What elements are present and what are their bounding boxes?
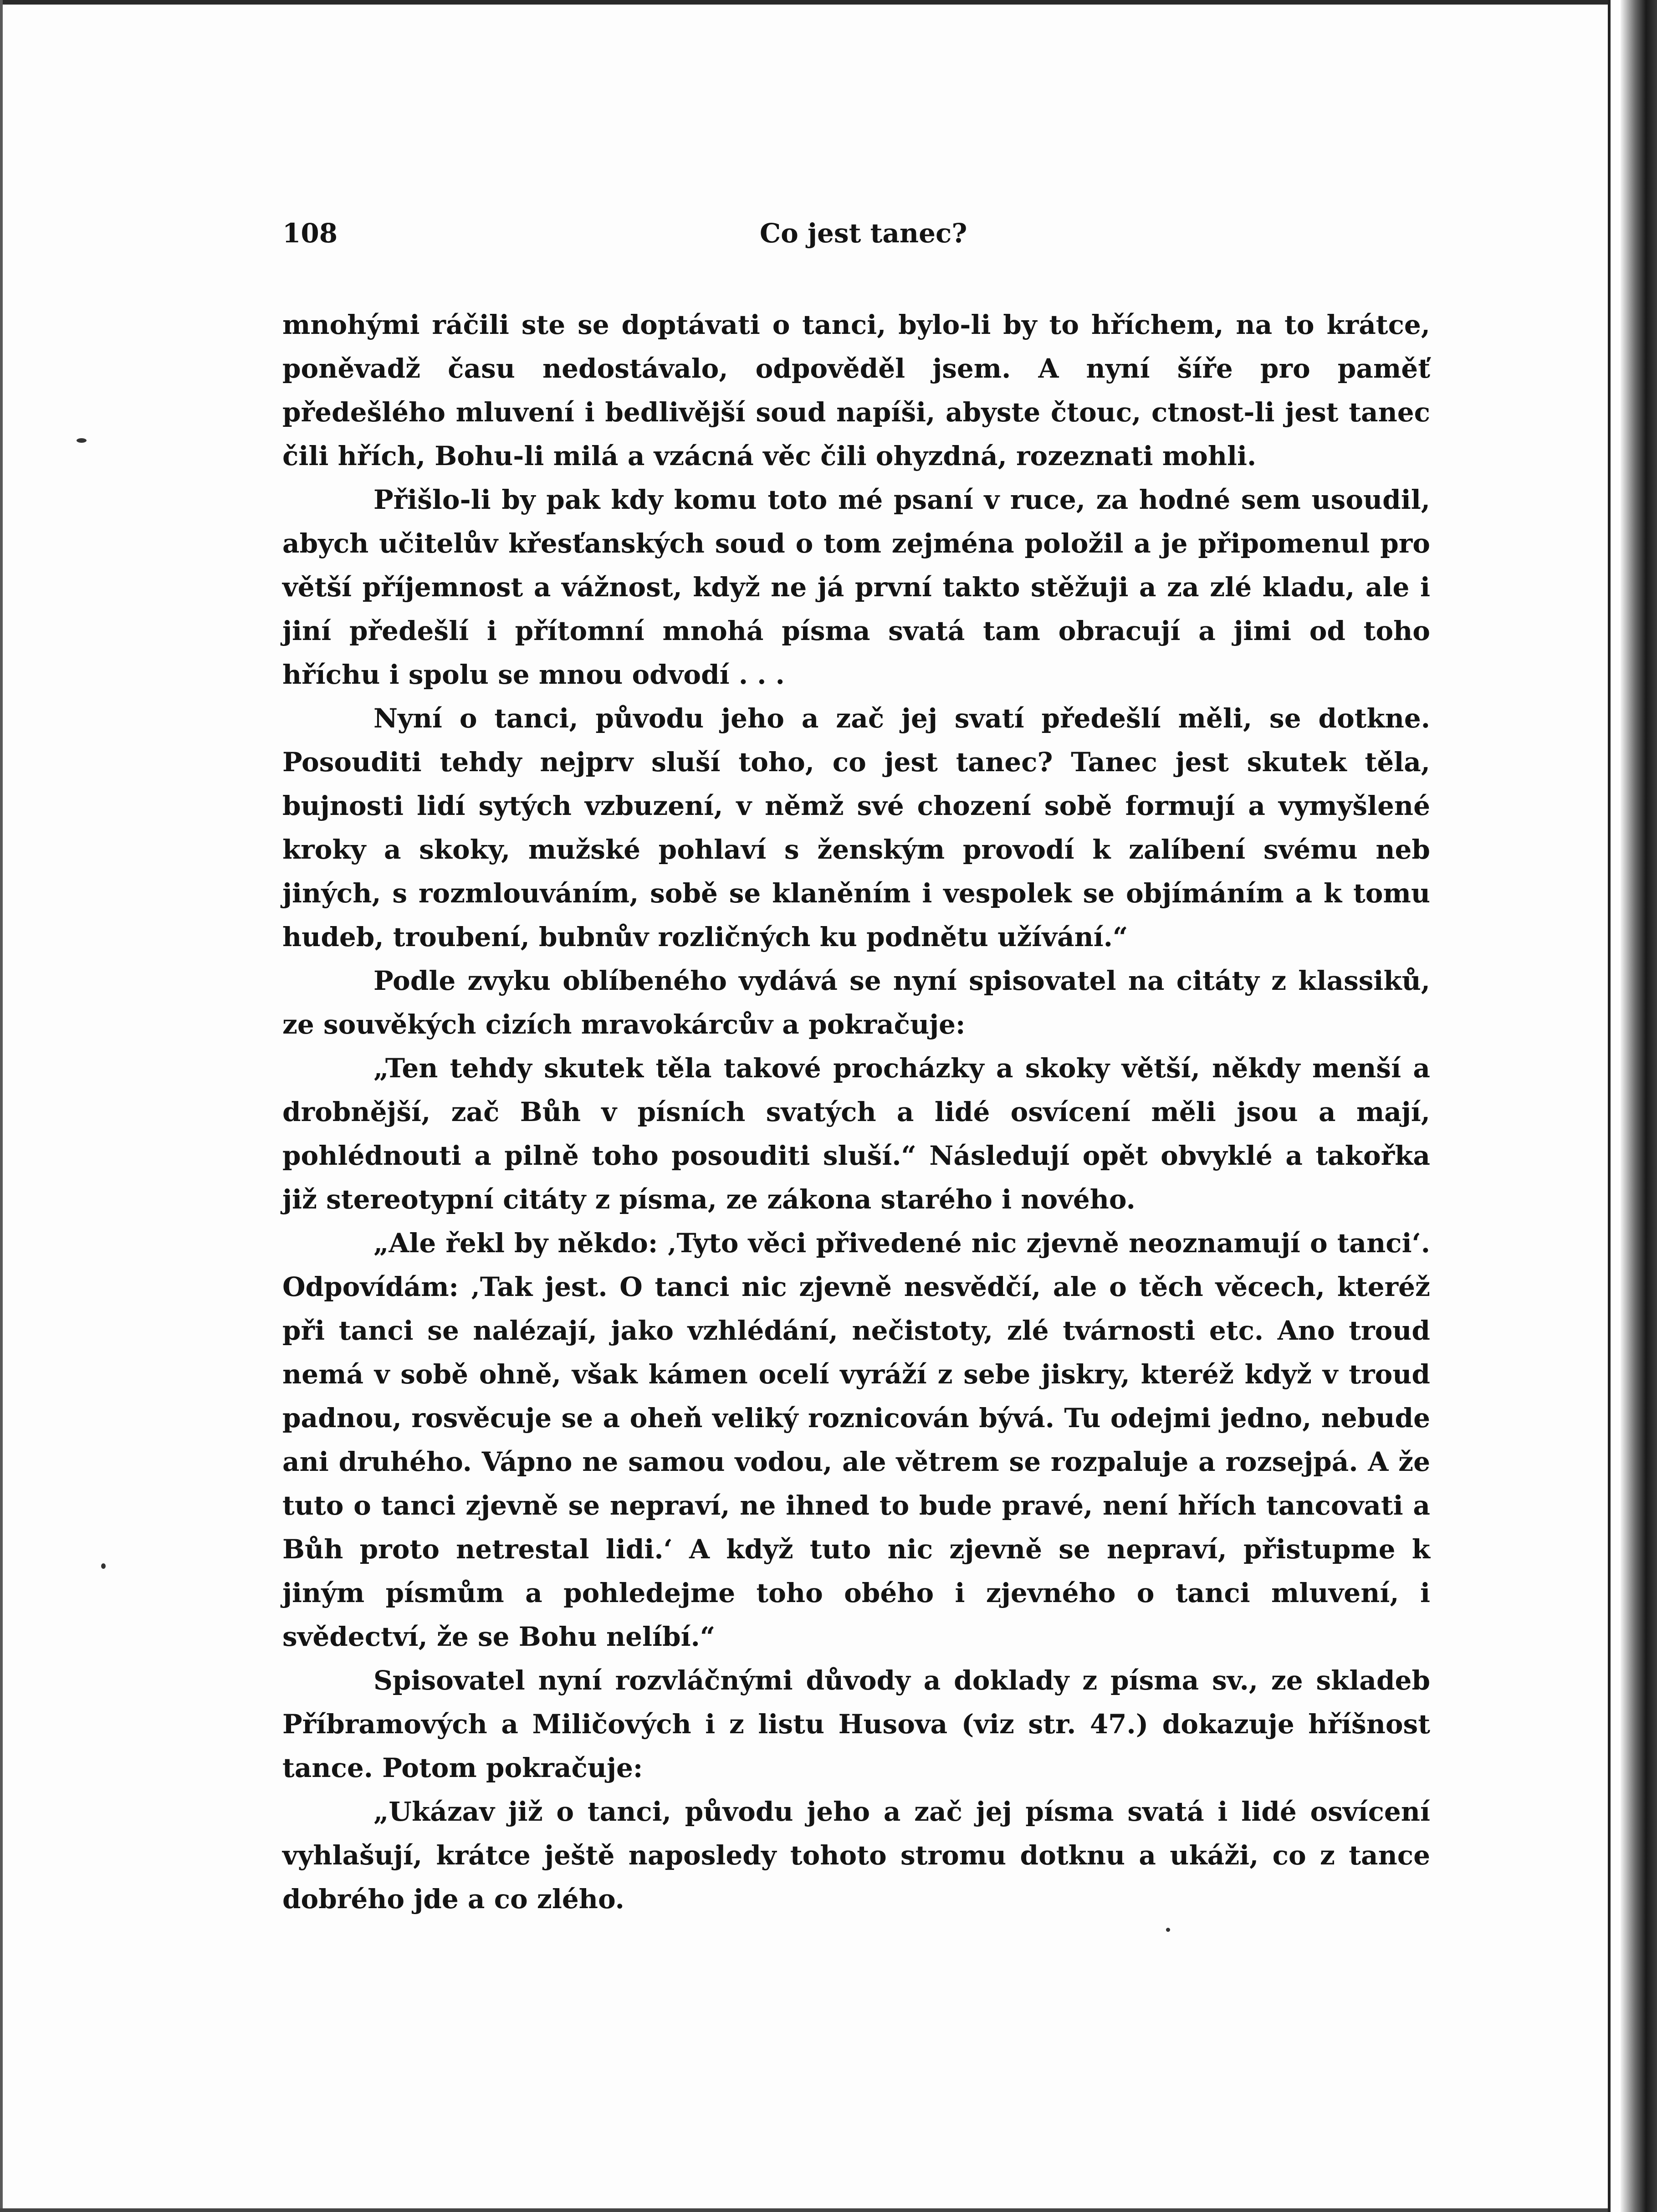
scan-left-border: [0, 0, 3, 2212]
ink-speck: [101, 1563, 106, 1569]
running-title: Co jest tanec?: [760, 218, 967, 249]
paragraph: Podle zvyku oblíbeného vydává se nyní spisovatel na citáty z klassiků, ze souvěkých cizích mravokárcův a pokračuje:: [282, 965, 1430, 1040]
body-text: [282, 303, 1430, 1921]
paragraph: Spisovatel nyní rozvláčnými důvody a doklady z písma sv., ze skladeb Příbramových a Miličových i z listu Husova (viz str. 47.) dokazuje hříšnost tance. Potom pokračuje:: [282, 1665, 1430, 1783]
scan-right-border-line: [1608, 0, 1611, 2212]
scan-bottom-border: [0, 2208, 1608, 2212]
scan-right-edge-shadow: [1621, 0, 1657, 2212]
paragraph: „Ukázav již o tanci, původu jeho a zač jej písma svatá i lidé osvícení vyhlašují, krátce ještě naposledy tohoto stromu dotknu a ukáži, co z tance dobrého jde a co zlého.: [282, 1796, 1430, 1915]
paragraph: Nyní o tanci, původu jeho a zač jej svatí předešlí měli, se dotkne. Posouditi tehdy nejprv sluší toho, co jest tanec? Tanec jest skutek těla, bujnosti lidí sytých vzbuzení, v němž své chození sobě formují a vymyšlené kroky a skoky, mužské pohlaví s ženským provodí k zalíbení svému neb jiných, s rozmlouváním, sobě se klaněním i vespolek se objímáním a k tomu hudeb, troubení, bubnův rozličných ku podnětu užívání.“: [282, 703, 1430, 952]
ink-speck: [77, 438, 87, 443]
scan-top-border: [0, 0, 1608, 5]
paragraph: „Ten tehdy skutek těla takové procházky a skoky větší, někdy menší a drobnější, zač Bůh v písních svatých a lidé osvícení měli jsou a mají, pohlédnouti a pilně toho posouditi sluší.“ Následují opět obvyklé a takořka již stereotypní citáty z písma, ze zákona starého i nového.: [282, 1053, 1430, 1215]
ink-speck: [1166, 1928, 1170, 1932]
paragraph: Přišlo-li by pak kdy komu toto mé psaní v ruce, za hodné sem usoudil, abych učitelův křesťanských soud o tom zejména položil a je připomenul pro větší příjemnost a vážnost, když ne já první takto stěžuji a za zlé kladu, ale i jiní předešlí i přítomní mnohá písma svatá tam obracují a jimi od toho hříchu i spolu se mnou odvodí . . .: [282, 484, 1430, 690]
paragraph: mnohými ráčili ste se doptávati o tanci, bylo-li by to hříchem, na to krátce, poněvadž času nedostávalo, odpověděl jsem. A nyní šíře pro paměť předešlého mluvení i bedlivější soud napíši, abyste čtouc, ctnost-li jest tanec čili hřích, Bohu-li milá a vzácná věc čili ohyzdná, rozeznati mohli.: [282, 309, 1430, 471]
paragraph: „Ale řekl by někdo: ‚Tyto věci přivedené nic zjevně neoznamují o tanci‘. Odpovídám: ‚Tak jest. O tanci nic zjevně nesvědčí, ale o těch věcech, kteréž při tanci se nalézají, jako vzhlédání, nečistoty, zlé tvárnosti etc. Ano troud nemá v sobě ohně, však kámen ocelí vyráží z sebe jiskry, kteréž když v troud padnou, rosvěcuje se a oheň veliký roznicován bývá. Tu odejmi jedno, nebude ani druhého. Vápno ne samou vodou, ale větrem se rozpaluje a rozsejpá. A že tuto o tanci zjevně se nepraví, ne ihned to bude pravé, není hřích tancovati a Bůh proto netrestal lidi.‘ A když tuto nic zjevně se nepraví, přistupme k jiným písmům a pohledejme toho obého i zjevného o tanci mluvení, i svědectví, že se Bohu nelíbí.“: [282, 1228, 1430, 1652]
page-header: [282, 218, 1430, 254]
page-number: 108: [282, 218, 338, 249]
